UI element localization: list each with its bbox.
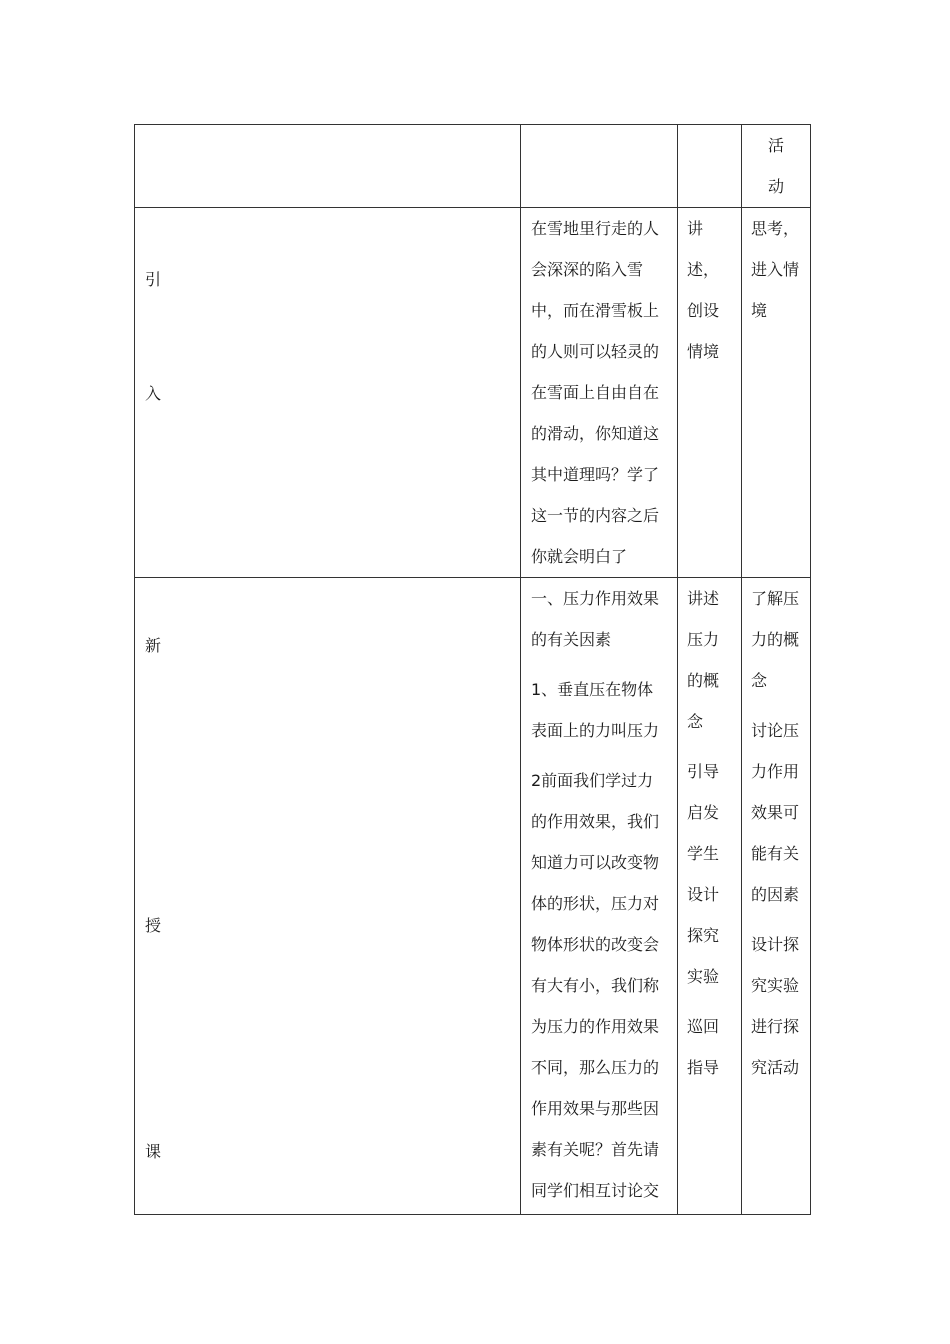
new-lesson-stage-char-3: 课 [145,1142,162,1161]
new-lesson-teacher-cell [678,578,742,1215]
teacher-block-guide: 引导 启发 学生 设计 探究 实验 [687,762,720,986]
intro-student-text: 思考， 进入情 境 [751,219,800,320]
intro-stage-cell [135,208,521,578]
content-block-discussion: 2前面我们学过力 的作用效果，我们 知道力可以改变物 体的形状，压力对 物体形状的改变会 有大有小，我们称 为压力的作用效果 不同，那么压力的 作用效果与那些因 素有关呢？首先请 同学们相互讨论交 [531,771,660,1200]
new-lesson-student-cell [742,578,811,1215]
intro-student-cell [742,208,811,578]
header-stage-cell [135,125,521,208]
header-teacher-cell [678,125,742,208]
intro-content-cell [521,208,678,578]
intro-content-text: 在雪地里行走的人 会深深的陷入雪 中，而在滑雪板上 的人则可以轻灵的 在雪面上自由自在 的滑动，你知道这 其中道理吗？学了 这一节的内容之后 你就会明白了 [531,219,660,566]
header-student-cell [742,125,811,208]
new-lesson-stage-char-1: 新 [145,636,162,655]
intro-row [135,208,811,578]
new-lesson-content-cell [521,578,678,1215]
header-student-activity: 活 动 [767,136,784,196]
header-content-cell [521,125,678,208]
new-lesson-stage-cell [135,578,521,1215]
lesson-plan-table [134,124,811,1215]
new-lesson-stage-char-2: 授 [145,916,162,935]
intro-teacher-cell [678,208,742,578]
student-block-discuss: 讨论压 力作用 效果可 能有关 的因素 [751,721,800,904]
new-lesson-row [135,578,811,1215]
intro-stage-char-1: 引 [145,270,162,289]
intro-teacher-text: 讲 述， 创设 情境 [687,219,720,361]
teacher-block-patrol: 巡回 指导 [687,1017,720,1077]
content-block-heading: 一、压力作用效果 的有关因素 [531,589,660,649]
teacher-block-explain: 讲述 压力 的概 念 [687,589,720,731]
student-block-design: 设计探 究实验 进行探 究活动 [751,935,800,1077]
intro-stage-char-2: 入 [145,384,162,403]
student-block-understand: 了解压 力的概 念 [751,589,800,690]
content-block-definition: 1、垂直压在物体 表面上的力叫压力 [531,680,660,740]
header-row [135,125,811,208]
